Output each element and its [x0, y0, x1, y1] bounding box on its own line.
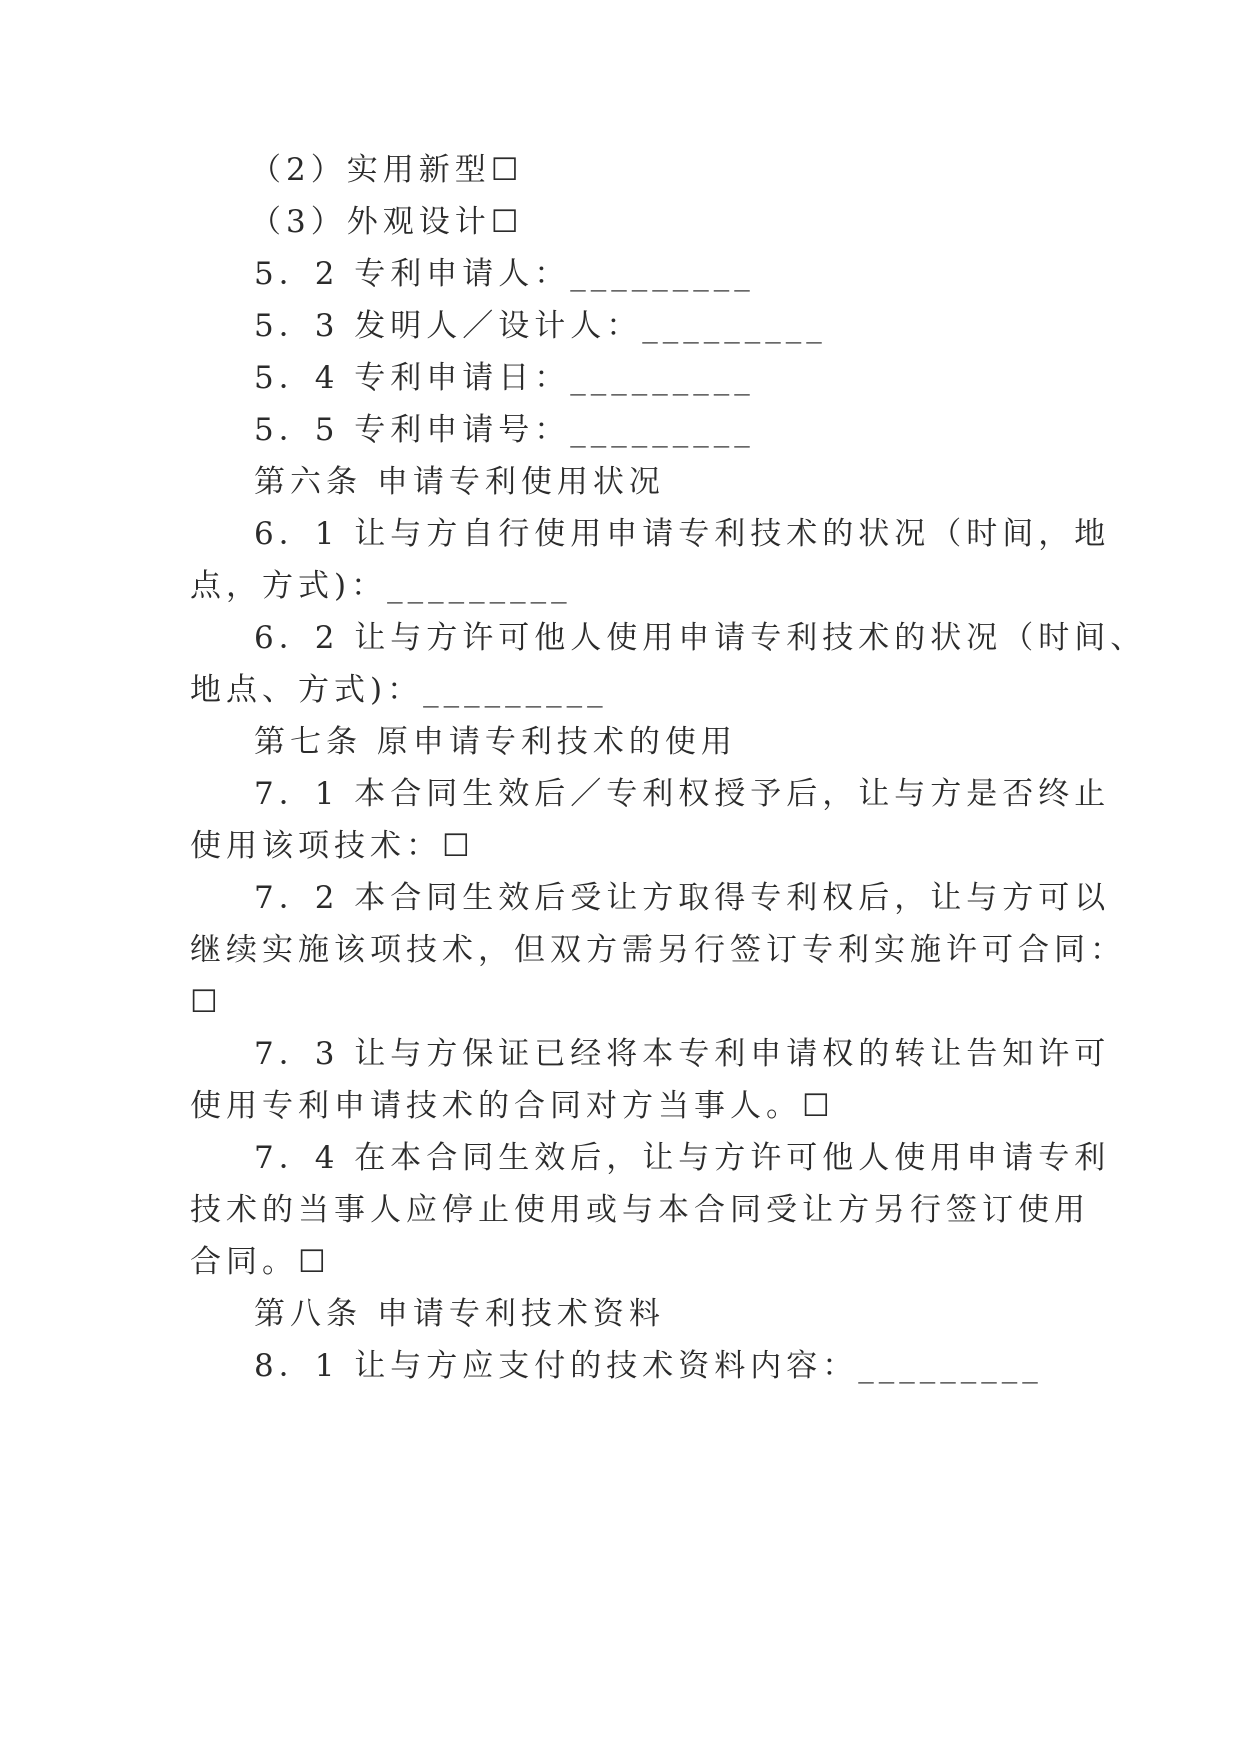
text-line-7-3: 7．3 让与方保证已经将本专利申请权的转让告知许可	[254, 1036, 1111, 1072]
section-heading-article-6: 第六条 申请专利使用状况	[254, 464, 665, 500]
text-line-5-5: 5．5 专利申请号：_________	[254, 412, 755, 448]
text-line-7-4: 7．4 在本合同生效后，让与方许可他人使用申请专利	[254, 1140, 1111, 1176]
text-line-5-2: 5．2 专利申请人：_________	[254, 256, 755, 292]
text-line-7-3-cont: 使用专利申请技术的合同对方当事人。☐	[190, 1088, 835, 1124]
section-heading-article-8: 第八条 申请专利技术资料	[254, 1296, 665, 1332]
text-line-7-2: 7．2 本合同生效后受让方取得专利权后，让与方可以	[254, 880, 1111, 916]
text-line-option-utility-model: （2）实用新型☐	[250, 152, 524, 188]
text-line-7-1: 7．1 本合同生效后／专利权授予后，让与方是否终止	[254, 776, 1111, 812]
section-heading-article-7: 第七条 原申请专利技术的使用	[254, 724, 737, 760]
text-line-5-3: 5．3 发明人／设计人：_________	[254, 308, 827, 344]
text-line-7-2-checkbox: ☐	[190, 984, 223, 1020]
text-line-7-4-end: 合同。☐	[190, 1244, 331, 1280]
text-line-5-4: 5．4 专利申请日：_________	[254, 360, 755, 396]
text-line-7-2-cont: 继续实施该项技术，但双方需另行签订专利实施许可合同：	[190, 932, 1126, 968]
text-line-7-4-cont: 技术的当事人应停止使用或与本合同受让方另行签订使用	[190, 1192, 1090, 1228]
text-line-7-1-cont: 使用该项技术：☐	[190, 828, 475, 864]
text-line-8-1: 8．1 让与方应支付的技术资料内容：_________	[254, 1348, 1043, 1384]
text-line-6-2-cont: 地点、方式)：_________	[190, 672, 608, 708]
text-line-6-1-cont: 点，方式)：_________	[190, 568, 572, 604]
text-line-option-design: （3）外观设计☐	[250, 204, 524, 240]
text-line-6-1: 6．1 让与方自行使用申请专利技术的状况（时间，地	[254, 516, 1111, 552]
text-line-6-2: 6．2 让与方许可他人使用申请专利技术的状况（时间、	[254, 620, 1147, 656]
